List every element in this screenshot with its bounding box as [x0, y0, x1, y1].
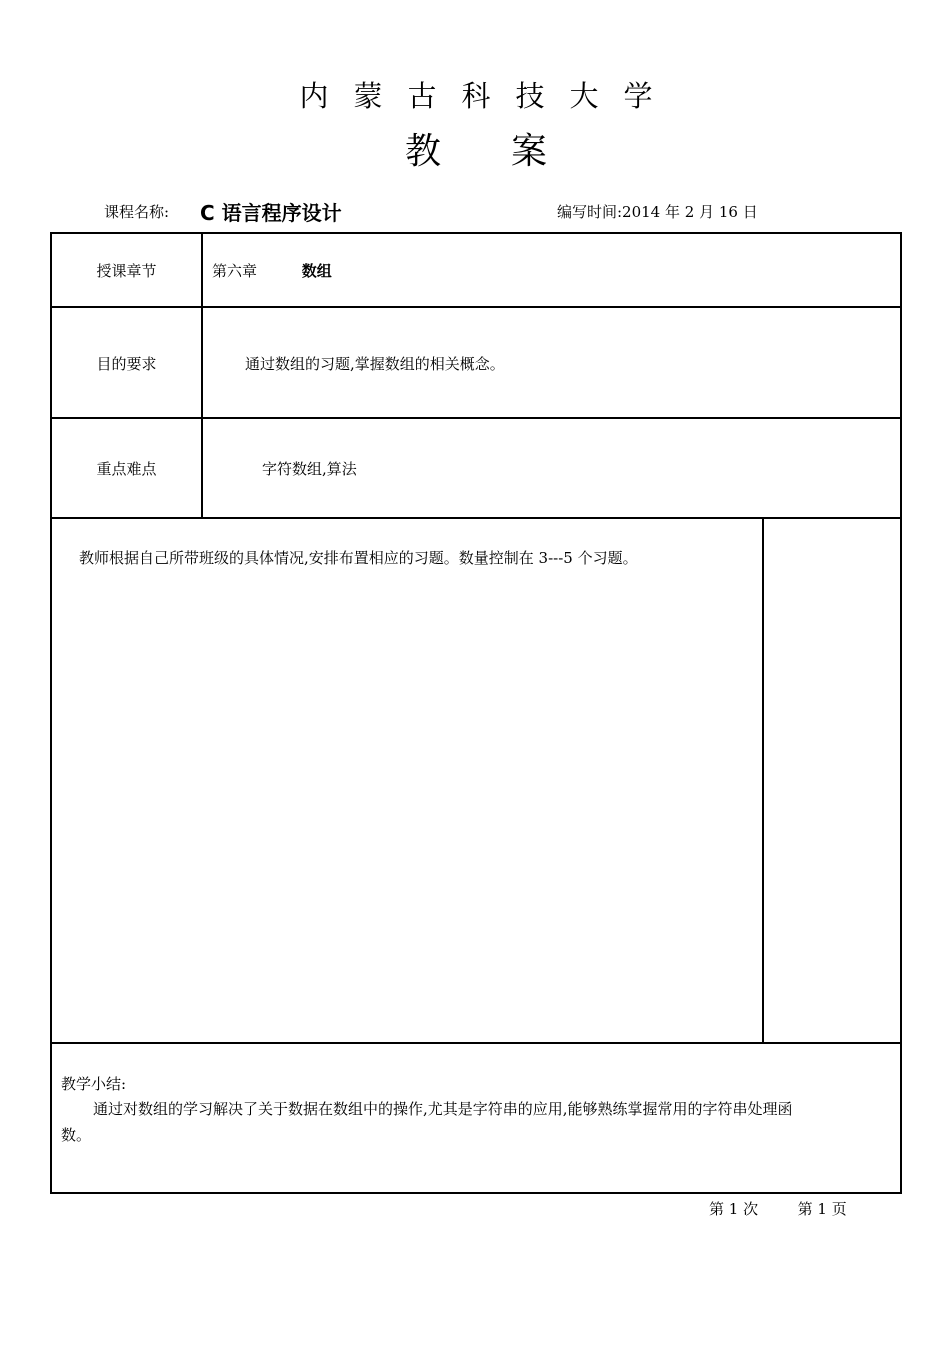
summary-label: 教学小结: [61, 1075, 127, 1093]
date-field: 编写时间:2014 年 2 月 16 日 [557, 203, 758, 221]
summary-text-line-2: 数。 [61, 1126, 92, 1144]
meta-row [0, 197, 952, 225]
page-number: 第 1 页 [797, 1200, 847, 1218]
chapter-content [212, 260, 332, 281]
session-number: 第 1 次 [709, 1200, 759, 1218]
university-name: 内蒙古科技大学 [299, 79, 678, 113]
key-points-text: 字符数组,算法 [262, 460, 357, 478]
body-side-column-divider [762, 517, 764, 1044]
table-left-border [50, 232, 52, 1194]
document-type-left: 教 [404, 131, 441, 172]
table-right-border [900, 232, 902, 1194]
table-top-border [50, 232, 902, 234]
document-type-right: 案 [511, 131, 548, 172]
course-name: C 语言程序设计 [200, 201, 342, 225]
objective-label: 目的要求 [96, 355, 157, 373]
teaching-body-text: 教师根据自己所带班级的具体情况,安排布置相应的习题。数量控制在 3---5 个习题。 [79, 549, 638, 567]
key-points-label: 重点难点 [96, 460, 157, 478]
document-type [0, 130, 952, 174]
objective-text: 通过数组的习题,掌握数组的相关概念。 [245, 355, 505, 373]
chapter-title: 数组 [301, 262, 332, 280]
row-divider-3 [50, 517, 902, 519]
summary-text-line-1: 通过对数组的学习解决了关于数据在数组中的操作,尤其是字符串的应用,能够熟练掌握常用的字符串处理函 [93, 1100, 793, 1118]
row-divider-2 [50, 417, 902, 419]
row-divider-1 [50, 306, 902, 308]
chapter-prefix: 第六章 [212, 262, 258, 280]
table-bottom-border [50, 1192, 902, 1194]
page-footer [709, 1198, 847, 1219]
row-divider-4 [50, 1042, 902, 1044]
label-column-divider [201, 232, 203, 519]
chapter-label: 授课章节 [96, 262, 157, 280]
course-label: 课程名称: [104, 203, 170, 221]
